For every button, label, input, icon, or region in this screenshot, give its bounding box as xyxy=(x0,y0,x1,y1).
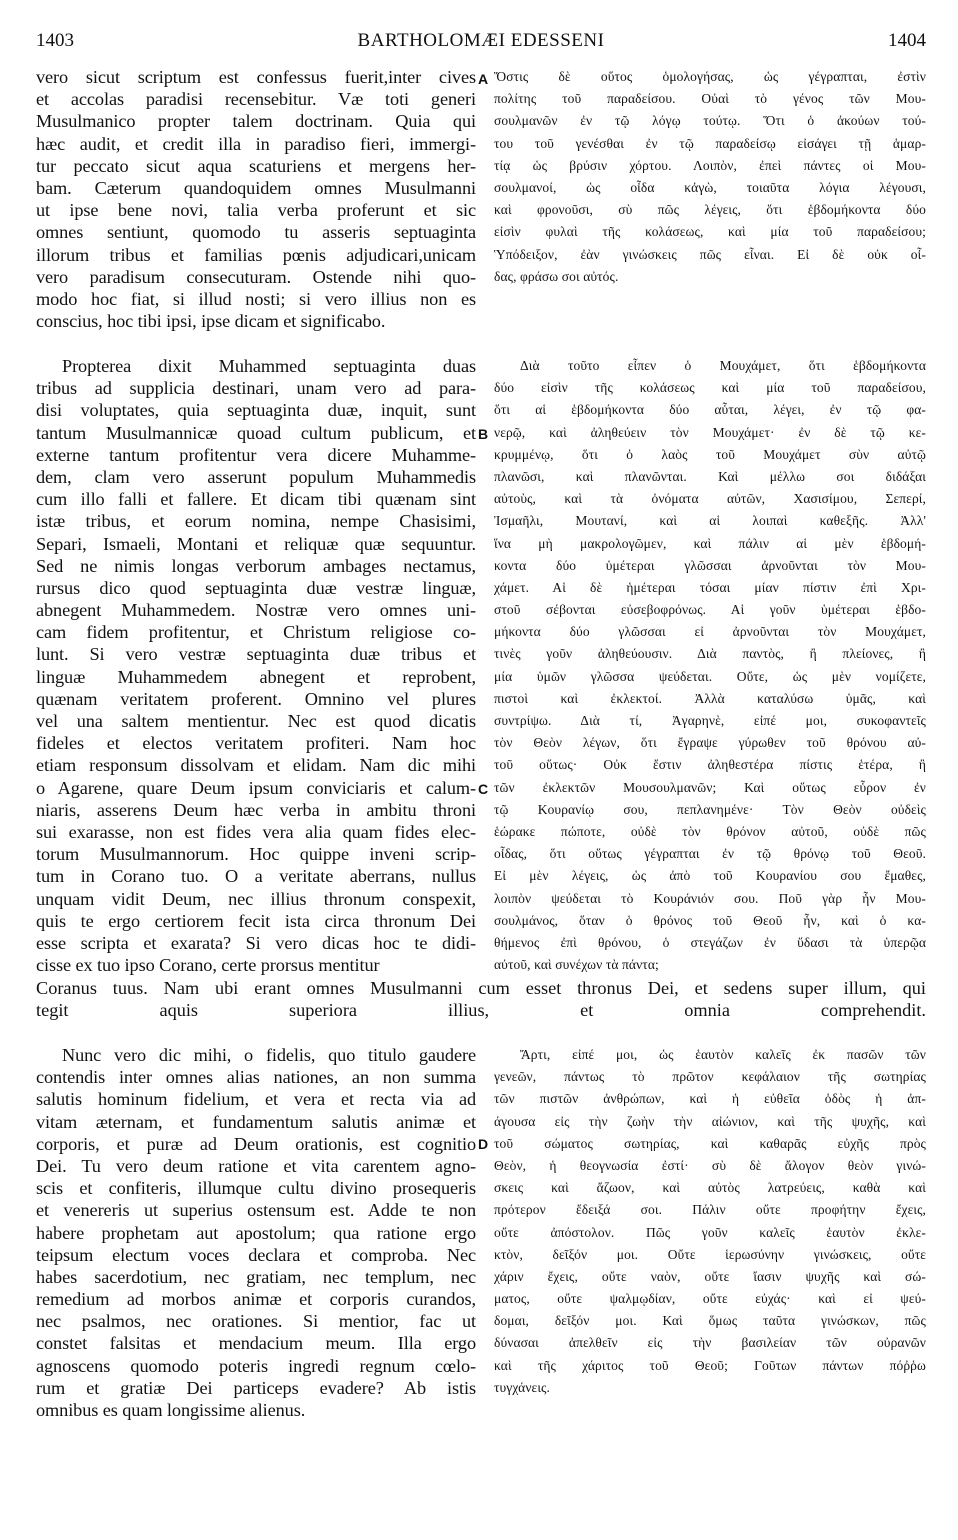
page-number-left: 1403 xyxy=(36,30,74,51)
text-line: tribus ad supplicia destinari, unam vero ad para- xyxy=(36,378,476,399)
text-line: σουλμανῶν ἐν τῷ λόγῳ τούτῳ. Ὅτι ὁ ἀκούων τού- xyxy=(494,113,926,129)
text-line: πλανῶσι, καὶ πλανῶνται. Καὶ μέλλω σοι διδάξαι xyxy=(494,468,926,484)
text-line: cisse ex tuo ipso Corano, certe prorsus mentitur xyxy=(36,955,380,976)
text-line: τῶν πιστῶν ἀνθρώπων, καὶ ἡ εὐθεῖα ὁδὸς ἡ ἀπ- xyxy=(494,1091,926,1107)
text-line: Εἰ μὲν λέγεις, ὡς ἀπὸ τοῦ Κουρανίου σου ἔμαθες, xyxy=(494,868,926,884)
text-line: ἵνα μὴ μακρολογῶμεν, καὶ πάλιν αἱ μὲν ἑβδομή- xyxy=(494,535,926,551)
text-line: τῶν ἐκλεκτῶν Μουσουλμανῶν; Καὶ οὕτως εὗρον ἐν xyxy=(494,779,926,795)
text-line: άγουσα εἰς τὴν ζωὴν τὴν αἰώνιον, καὶ τῆς ψυχῆς, καὶ xyxy=(494,1113,926,1129)
greek-paragraph-1 xyxy=(494,66,926,288)
text-line: o Agarene, quare Deum ipsum conviciaris et calum- xyxy=(36,777,476,798)
full-width-lines xyxy=(36,977,926,1021)
text-line: sui exarasse, non est fides vera alia quam fides elec- xyxy=(36,821,476,842)
text-line: habes sacerdotium, nec gratiam, nec templum, nec xyxy=(36,1266,476,1287)
text-line: τίᾳ ὡς βρύσιν χόρτου. Λοιπὸν, ἐπεὶ πάντες οἱ Μου- xyxy=(494,157,926,173)
text-line: λοιπὸν ψεύδεται τὸ Κουράνιόν σου. Ποῦ γὰρ ἦν Μου- xyxy=(494,890,926,906)
text-line: του τοῦ γενέσθαι ἐν τῷ παραδείσῳ εἰσάγει τῇ ἁμαρ- xyxy=(494,135,926,151)
text-line: εἰσὶν φυλαὶ τῆς κολάσεως, καὶ μία τοῦ παραδείσου; xyxy=(494,224,926,240)
text-line: Dei. Tu vero deum ratione et vita carentem agno- xyxy=(36,1155,476,1176)
text-line: contendis inter omnes alias nationes, an non summa xyxy=(36,1067,476,1088)
text-line: Musulmanico propter talem doctrinam. Quia qui xyxy=(36,111,476,132)
text-line: linguæ Muhammedem abnegent et reprobent, xyxy=(36,666,476,687)
text-line: Ἰσμαῆλι, Μουτανί, καὶ αἱ λοιπαὶ καθεξῆς. Ἀλλ' xyxy=(494,513,926,529)
text-line: θήμενος ἐπὶ θρόνου, ὁ στεγάζων ἐν ὕδασι τὰ ὑπερῷα xyxy=(494,934,926,950)
text-line: corporis, et puræ ad Deum orationis, est cognitio xyxy=(36,1133,476,1154)
latin-paragraph-2 xyxy=(36,355,476,976)
text-line: conscius, hoc tibi ipsi, ipse dicam et significabo. xyxy=(36,311,386,332)
text-line: teipsum electum voces declara et comproba. Nec xyxy=(36,1244,476,1265)
text-line: dem, clam vero asserunt populum Muhammedis xyxy=(36,466,476,487)
text-line: πολίτης τοῦ παραδείσου. Οὐαὶ τὸ γένος τῶν Μου- xyxy=(494,91,926,107)
text-line: Διὰ τοῦτο εἶπεν ὁ Μουχάμετ, ὅτι ἑβδομήκοντα xyxy=(520,358,926,373)
text-line: κτὸν, δεῖξόν μοι. Οὔτε ἱερωσύνην γινώσκεις, οὔτε xyxy=(494,1246,926,1262)
section-marker-a: A xyxy=(478,71,489,87)
text-line: omnibus es quam longissime alienus. xyxy=(36,1400,306,1420)
text-line: etiam responsum dissolvam et elidam. Nam dic mihi xyxy=(36,755,476,776)
text-line: externe tantum profitentur vera dicere Muhamme- xyxy=(36,444,476,465)
text-line: et venereris ut superius ostensum est. Adde te non xyxy=(36,1200,476,1221)
text-line: cam fidem profitentur, et Christum religiose co- xyxy=(36,622,476,643)
text-line: καὶ τῆς χάριτος τοῦ Θεοῦ; Γοῦτων πάντων πόῤῥω xyxy=(494,1357,926,1373)
text-line: πρότερον ἔδειξά σοι. Πάλιν οὔτε προφήτην ἔχεις, xyxy=(494,1202,926,1218)
text-line: τὸν Θεὸν λέγων, ὅτι ἔγραψε γύρωθεν τοῦ θρόνου αὐ- xyxy=(494,735,926,751)
text-line: δύο εἰσὶν τῆς κολάσεως καὶ μία τοῦ παραδείσου, xyxy=(494,380,926,396)
text-line: χάμετ. Αἱ δὲ ἡμέτεραι τόσαι μίαν πίστιν ἐπὶ Χρι- xyxy=(494,579,926,595)
text-line: ὅτι αἱ ἑβδομήκοντα δύο αὗται, λέγει, ἐν τῷ φα- xyxy=(494,402,926,418)
text-line: γενεῶν, πάντως τὸ πρῶτον κεφάλαιον τῆς σωτηρίας xyxy=(494,1069,926,1085)
text-line: οὔτε ἀπόστολον. Πῶς γοῦν καλεῖς ἑαυτὸν ἐκλε- xyxy=(494,1224,926,1240)
text-line: ἑώρακε πώποτε, οὐδὲ τὸν θρόνον αὐτοῦ, οὐδὲ πῶς xyxy=(494,823,926,839)
text-line: τυγχάνεις. xyxy=(494,1379,550,1395)
text-line: σουλμανοί, ὡς οἶδα κἀγὼ, τοιαῦτα λόγια λέγουσι, xyxy=(494,179,926,195)
text-line: tum in Corano tuo. O a veritate aberrans, nullus xyxy=(36,866,476,887)
text-line: Θεὸν, ἡ θεογνωσία ἐστί· σὺ δὲ ἄλογον θεὸν γινώ- xyxy=(494,1157,926,1173)
text-line: torum Musulmannorum. Hoc quippe inveni scrip- xyxy=(36,844,476,865)
text-line: unquam vidit Deum, nec illius thronum conspexit, xyxy=(36,888,476,909)
text-line: habere prophetam aut apostolum; qua ratione ergo xyxy=(36,1222,476,1243)
page-header xyxy=(36,30,926,58)
section-marker-b: B xyxy=(478,426,489,442)
text-line: modo hoc fiat, si illud nosti; si vero illius non es xyxy=(36,288,476,309)
text-line: constet falsitas et mendacium meum. Illa ergo xyxy=(36,1333,476,1354)
greek-paragraph-3 xyxy=(494,1044,926,1399)
text-line: ut ipse bene novi, talia verba proferunt et sic xyxy=(36,200,476,221)
text-line: hæc audit, et credit illa in paradiso fieri, immergi- xyxy=(36,133,476,154)
text-line: δύνασαι ἀπελθεῖν εἰς τὴν βασιλείαν τῶν οὐρανῶν xyxy=(494,1335,926,1351)
text-line: καὶ φρονοῦσι, σὺ πῶς λέγεις, ὅτι ἑβδομήκοντα δύο xyxy=(494,202,926,218)
text-line: vero sicut scriptum est confessus fuerit,inter cives xyxy=(36,67,476,87)
text-line: οἶδας, ὅτι οὕτως γέγραπται ἐν τῷ θρόνῳ τοῦ Θεοῦ. xyxy=(494,846,926,862)
text-line: Ὑπόδειξον, ἐὰν γινώσκεις πῶς εἶναι. Εἰ δὲ οὐκ οἶ- xyxy=(494,246,926,262)
text-line: σουλμάνος, ὅταν ὁ θρόνος τοῦ Θεοῦ ἦν, καὶ ὁ κα- xyxy=(494,912,926,928)
text-line: τινὲς γοῦν ἀληθεύουσιν. Διὰ παντὸς, ἢ πλείονες, ἢ xyxy=(494,646,926,662)
text-line: μήκοντα δύο γλῶσσαι εἰ ἀρνοῦνται τὸν Μουχάμετ, xyxy=(494,624,926,640)
text-line: σκεις καὶ ἄζωον, καὶ αὐτὸς λατρεύεις, καθὰ καὶ xyxy=(494,1180,926,1196)
text-line: Ὅστις δὲ οὕτος ὁμολογήσας, ὡς γέγραπται, ἐστὶν xyxy=(494,69,926,84)
text-line: ματος, οὔτε ψαλμῳδίαν, οὔτε εὐχάς· καὶ εἰ ψεύ- xyxy=(494,1291,926,1307)
greek-paragraph-2 xyxy=(494,355,926,976)
text-line: esse scripta et exarata? Si vero dicas hoc te didi- xyxy=(36,932,476,953)
text-line: scis et confiteris, illumque cultu divino prosequeris xyxy=(36,1178,476,1199)
text-line: συντρίψω. Διὰ τί, Ἀγαρηνὲ, εἰπέ μοι, συκοφαντεῖς xyxy=(494,713,926,728)
text-line: salutis hominum fidelium, et vera et recta via ad xyxy=(36,1089,476,1110)
text-line: δομαι, δεῖξόν μοι. Καὶ ὅμως ταῦτα γινώσκων, πῶς xyxy=(494,1313,926,1329)
text-line: rursus dico quod septuaginta duæ vestræ linguæ, xyxy=(36,577,476,598)
text-line: agnoscens quomodo poteris ingredi regnum cœlo- xyxy=(36,1355,476,1376)
text-line: quænam veritatem proferent. Omnino vel plures xyxy=(36,688,476,709)
text-line: Ἄρτι, εἰπέ μοι, ὡς ἑαυτὸν καλεῖς ἐκ πασῶν τῶν xyxy=(520,1047,926,1062)
text-line: vel una saltem mentientur. Nec est quod dicatis xyxy=(36,711,476,731)
latin-paragraph-3 xyxy=(36,1044,476,1421)
text-line: tantum Musulmannicæ quoad cultum publicum, et xyxy=(36,422,476,443)
text-line: αὐτοὺς, καὶ τὰ ὀνόματα αὐτῶν, Χασισίμου, Σεπερί, xyxy=(494,491,926,507)
text-line: Nunc vero dic mihi, o fidelis, quo titulo gaudere xyxy=(62,1045,476,1065)
text-line: Coranus tuus. Nam ubi erant omnes Musulmanni cum esset thronus Dei, et sedens super illum, qui xyxy=(36,978,926,998)
latin-paragraph-1 xyxy=(36,66,476,332)
text-line: istæ tribus, et eorum nomina, nempe Chasisimi, xyxy=(36,511,476,532)
text-line: κρυμμένῳ, ὅτι ὁ λαὸς τοῦ Μουχάμετ σὺν αὐτῷ xyxy=(494,446,926,462)
text-line: Propterea dixit Muhammed septuaginta duas xyxy=(62,356,476,376)
text-line: Separi, Ismaeli, Montani et reliquæ quæ sequuntur. xyxy=(36,533,476,554)
text-line: et accolas paradisi recensebitur. Væ toti generi xyxy=(36,89,476,110)
text-line: illorum tribus et familias pœnis adjudicari,unicam xyxy=(36,244,476,265)
text-line: Sed ne nimis longas verborum ambages nectamus, xyxy=(36,555,476,576)
text-line: τοῦ σώματος σωτηρίας, καὶ καθαρᾶς εὐχῆς πρὸς xyxy=(494,1135,926,1151)
text-line: bam. Cæterum quandoquidem omnes Musulmanni xyxy=(36,177,476,198)
page-number-right: 1404 xyxy=(888,30,926,51)
text-line: στοῦ σέβονται εὐσεβοφρόνως. Αἱ γοῦν ὑμέτεραι ἑβδο- xyxy=(494,602,926,618)
text-line: lunt. Si vero vestræ septuaginta duæ tribus et xyxy=(36,644,476,665)
text-line: δας, φράσω σοι αὐτός. xyxy=(494,268,619,284)
text-line: vero paradisum consecuturam. Ostende nihi quo- xyxy=(36,266,476,287)
text-line: vitam æternam, et fundamentum salutis animæ et xyxy=(36,1111,476,1132)
text-line: cum illo falli et fallere. Et dicam tibi quænam sint xyxy=(36,489,476,510)
running-title: BARTHOLOMÆI EDESSENI xyxy=(357,30,605,51)
text-line: omnes sentiunt, quomodo tu asseris septuaginta xyxy=(36,222,476,243)
text-line: νερῷ, καὶ ἀληθεύειν τὸν Μουχάμετ· ἐν δὲ τῷ κε- xyxy=(494,424,926,440)
text-line: remedium ad morbos animæ et corporis curandos, xyxy=(36,1289,476,1310)
text-line: χάριν ἔχεις, οὔτε ναὸν, οὔτε ἴασιν ψυχῆς καὶ σώ- xyxy=(494,1268,926,1284)
text-line: disi voluptates, quia septuaginta duæ, inquit, sunt xyxy=(36,400,476,421)
text-line: quis te ergo certiorem fecit ista circa thronum Dei xyxy=(36,910,476,931)
section-marker-c: C xyxy=(478,781,489,797)
text-line: μία ὑμῶν γλῶσσα ψεύδεται. Οὔτε, ὡς μὲν νομίζετε, xyxy=(494,668,926,684)
text-line: αὐτοῦ, καὶ συνέχων τὰ πάντα; xyxy=(494,957,659,973)
text-line: tur peccato sicut aqua scaturiens et mergens her- xyxy=(36,155,476,176)
text-line: τοῦ οὕτως· Οὐκ ἔστιν ἀληθεστέρα πίστις ἑτέρα, ἢ xyxy=(494,757,926,773)
section-marker-d: D xyxy=(478,1136,489,1152)
text-line: πιστοὶ καὶ ἐκλεκτοί. Ἀλλὰ καταλύσω ὑμᾶς, καὶ xyxy=(494,690,926,706)
text-line: rum et gratiæ Dei particeps evadere? Ab istis xyxy=(36,1377,476,1398)
text-line: fideles et electos veritatem profiteri. Nam hoc xyxy=(36,733,476,754)
text-line: κοντα δύο ὑμέτεραι γλῶσσαι ἀρνοῦνται τὸν Μου- xyxy=(494,557,926,573)
text-line: nec psalmos, nec orationes. Si mentior, fac ut xyxy=(36,1311,476,1332)
text-line: tegit aquis superiora illius, et omnia comprehendit. xyxy=(36,1000,926,1021)
text-line: niaris, asserens Deum hæc verba in ambitu throni xyxy=(36,799,476,820)
text-line: τῷ Κουρανίῳ σου, πεπλανημένε· Τὸν Θεὸν οὐδεὶς xyxy=(494,801,926,817)
text-line: abnegent Muhammedem. Nostræ vero omnes uni- xyxy=(36,600,476,621)
